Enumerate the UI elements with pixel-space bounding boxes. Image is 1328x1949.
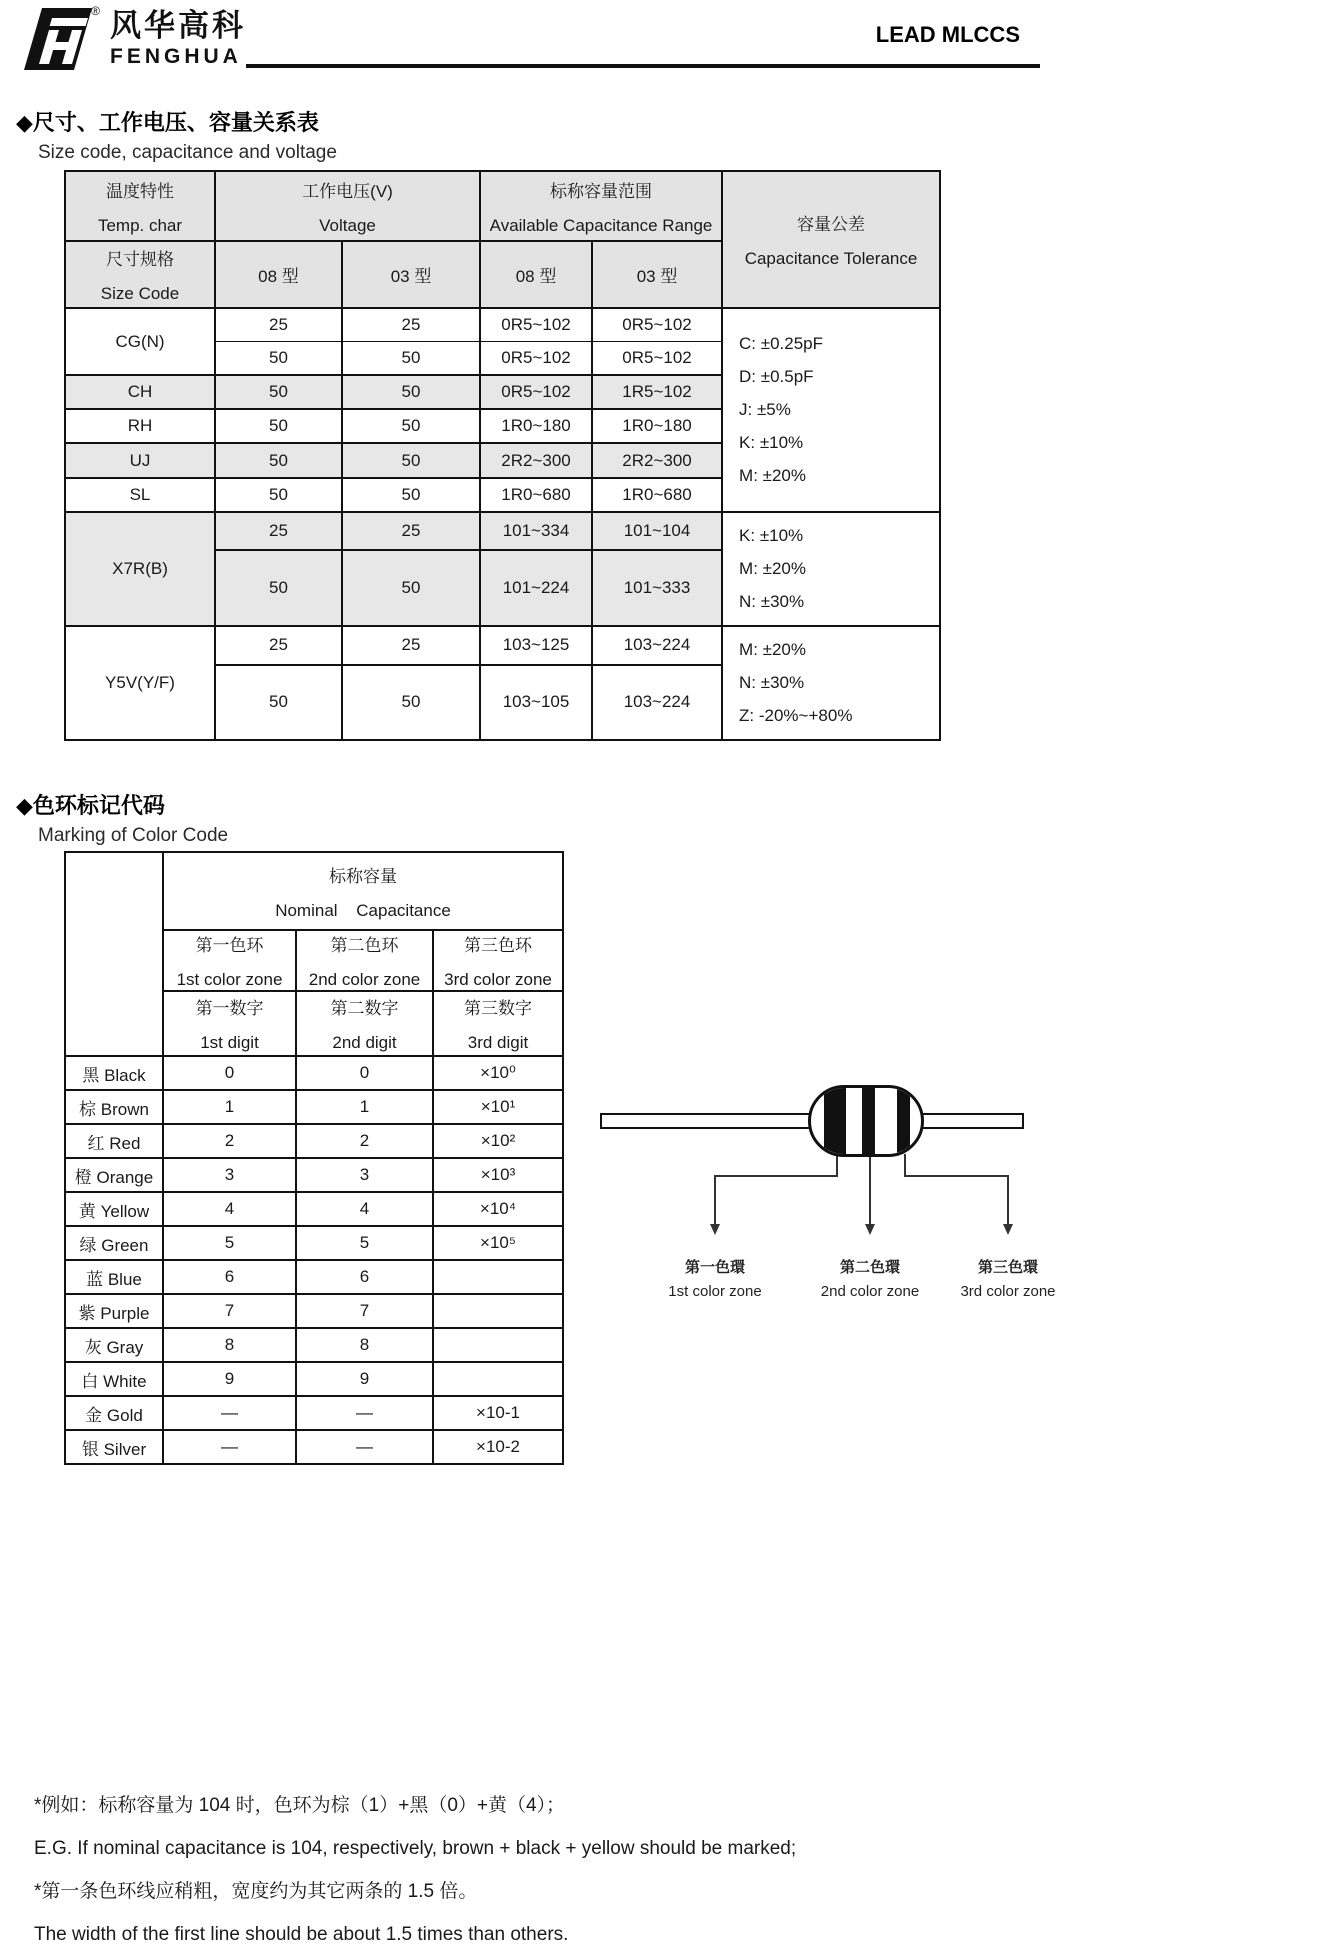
zone2-header: 第二色环 2nd color zone [296, 930, 433, 991]
digit1-cell: — [163, 1430, 296, 1464]
voltage-cell: 50 [215, 443, 342, 478]
fenghua-logo [16, 6, 246, 72]
voltage-cell: 50 [215, 375, 342, 409]
zone2-diagram-label: 第二色環 2nd color zone [820, 1259, 920, 1300]
cap-range-cell: 2R2~300 [480, 443, 592, 478]
temp-char-cell: CG(N) [65, 308, 215, 375]
footnote-width-cn: *第一条色环线应稍粗，宽度约为其它两条的 1.5 倍。 [34, 1881, 478, 1902]
color-zone-diagram [575, 1062, 1115, 1322]
voltage-cell: 25 [215, 626, 342, 665]
zone1-diagram-label: 第一色環 1st color zone [668, 1259, 762, 1300]
footnote-example-cn: *例如：标称容量为 104 时，色环为棕（1）+黑（0）+黄（4）； [34, 1795, 566, 1816]
section1-title-en: Size code, capacitance and voltage [38, 142, 337, 163]
zone1-header: 第一色环 1st color zone [163, 930, 296, 991]
multiplier-cell: ×10-1 [433, 1396, 563, 1430]
voltage-cell: 50 [215, 341, 342, 375]
digit1-cell: 5 [163, 1226, 296, 1260]
digit1-header: 第一数字 1st digit [163, 991, 296, 1056]
footnote-example-en: E.G. If nominal capacitance is 104, respectively, brown + black + yellow should be marked; [34, 1838, 797, 1859]
size-code-header: 尺寸规格 Size Code [65, 241, 215, 308]
digit1-cell: 0 [163, 1056, 296, 1090]
digit2-cell: 5 [296, 1226, 433, 1260]
cap-08-header: 08 型 [480, 241, 592, 308]
voltage-cell: 25 [342, 512, 480, 550]
color-name-cell: 黄 Yellow [65, 1192, 163, 1226]
digit2-cell: 7 [296, 1294, 433, 1328]
tolerance-header: 容量公差 Capacitance Tolerance [722, 171, 940, 308]
section2-title-cn: ◆色环标记代码 [16, 793, 165, 818]
temp-char-cell: CH [65, 375, 215, 409]
multiplier-cell [433, 1328, 563, 1362]
multiplier-cell: ×10-2 [433, 1430, 563, 1464]
first-color-band [824, 1086, 846, 1156]
brand-name-english: FENGHUA [110, 45, 242, 68]
cap-range-cell: 0R5~102 [592, 308, 722, 341]
digit1-cell: 7 [163, 1294, 296, 1328]
arrow-down-icon [1003, 1224, 1013, 1235]
digit2-cell: 2 [296, 1124, 433, 1158]
voltage-cell: 50 [342, 409, 480, 443]
voltage-header: 工作电压(V) Voltage [215, 171, 480, 241]
brand-names [110, 6, 246, 70]
cap-range-cell: 1R0~680 [592, 478, 722, 512]
multiplier-cell [433, 1362, 563, 1396]
color-name-cell: 蓝 Blue [65, 1260, 163, 1294]
corner-cell [65, 852, 163, 1056]
voltage-cell: 25 [342, 626, 480, 665]
capacitance-range-header: 标称容量范围 Available Capacitance Range [480, 171, 722, 241]
digit1-cell: 1 [163, 1090, 296, 1124]
temp-char-cell: X7R(B) [65, 512, 215, 626]
multiplier-cell: ×10³ [433, 1158, 563, 1192]
zone3-diagram-label: 第三色環 3rd color zone [960, 1259, 1056, 1300]
multiplier-cell [433, 1294, 563, 1328]
pointer-line [714, 1175, 838, 1177]
cap-range-cell: 1R0~180 [480, 409, 592, 443]
multiplier-cell: ×10² [433, 1124, 563, 1158]
voltage-cell: 50 [215, 409, 342, 443]
voltage-cell: 50 [342, 550, 480, 626]
temp-char-cell: RH [65, 409, 215, 443]
cap-range-cell: 1R0~680 [480, 478, 592, 512]
brand-name-chinese: 风华高科 [110, 8, 246, 43]
temp-char-cell: Y5V(Y/F) [65, 626, 215, 740]
zone3-header: 第三色环 3rd color zone [433, 930, 563, 991]
color-name-cell: 橙 Orange [65, 1158, 163, 1192]
pointer-line [714, 1175, 716, 1225]
voltage-08-header: 08 型 [215, 241, 342, 308]
pointer-line [904, 1175, 1009, 1177]
capacitor-body [808, 1085, 924, 1157]
arrow-down-icon [865, 1224, 875, 1235]
fenghua-logo-icon [16, 4, 100, 72]
cap-range-cell: 103~224 [592, 665, 722, 740]
section1-title-cn: ◆尺寸、工作电压、容量关系表 [16, 110, 319, 135]
digit2-cell: 0 [296, 1056, 433, 1090]
digit2-cell: 6 [296, 1260, 433, 1294]
color-name-cell: 红 Red [65, 1124, 163, 1158]
tolerance-group-cell: M: ±20% N: ±30% Z: -20%~+80% [722, 626, 940, 740]
digit1-cell: 9 [163, 1362, 296, 1396]
color-code-table [64, 851, 564, 1465]
document-title: LEAD MLCCS [875, 22, 1020, 47]
multiplier-cell: ×10⁴ [433, 1192, 563, 1226]
voltage-cell: 50 [342, 665, 480, 740]
cap-03-header: 03 型 [592, 241, 722, 308]
digit2-cell: — [296, 1430, 433, 1464]
registered-trademark-icon: ® [91, 4, 100, 18]
voltage-03-header: 03 型 [342, 241, 480, 308]
fenghua-mark-icon [16, 6, 96, 72]
color-name-cell: 银 Silver [65, 1430, 163, 1464]
pointer-line [869, 1154, 871, 1225]
temp-char-cell: UJ [65, 443, 215, 478]
digit2-cell: 8 [296, 1328, 433, 1362]
cap-range-cell: 103~224 [592, 626, 722, 665]
cap-range-cell: 0R5~102 [480, 341, 592, 375]
cap-range-cell: 1R0~180 [592, 409, 722, 443]
tolerance-group-cell: K: ±10% M: ±20% N: ±30% [722, 512, 940, 626]
tolerance-group-cell: C: ±0.25pF D: ±0.5pF J: ±5% K: ±10% M: ±20% [722, 308, 940, 512]
color-name-cell: 棕 Brown [65, 1090, 163, 1124]
digit1-cell: 4 [163, 1192, 296, 1226]
cap-range-cell: 101~224 [480, 550, 592, 626]
header-divider [246, 64, 1040, 68]
cap-range-cell: 101~334 [480, 512, 592, 550]
voltage-cell: 25 [215, 512, 342, 550]
cap-range-cell: 0R5~102 [592, 341, 722, 375]
multiplier-cell [433, 1260, 563, 1294]
size-voltage-capacitance-table [64, 170, 941, 741]
voltage-cell: 25 [342, 308, 480, 341]
multiplier-cell: ×10⁰ [433, 1056, 563, 1090]
voltage-cell: 50 [215, 665, 342, 740]
digit1-cell: 6 [163, 1260, 296, 1294]
pointer-line [904, 1154, 906, 1177]
footnotes [34, 1792, 1134, 1949]
cap-range-cell: 103~105 [480, 665, 592, 740]
cap-range-cell: 103~125 [480, 626, 592, 665]
voltage-cell: 25 [215, 308, 342, 341]
pointer-line [1007, 1175, 1009, 1225]
second-color-band [862, 1086, 875, 1156]
voltage-cell: 50 [215, 478, 342, 512]
digit2-header: 第二数字 2nd digit [296, 991, 433, 1056]
digit2-cell: 9 [296, 1362, 433, 1396]
cap-range-cell: 0R5~102 [480, 308, 592, 341]
color-name-cell: 绿 Green [65, 1226, 163, 1260]
color-name-cell: 灰 Gray [65, 1328, 163, 1362]
multiplier-cell: ×10¹ [433, 1090, 563, 1124]
temp-char-header: 温度特性 Temp. char [65, 171, 215, 241]
digit2-cell: — [296, 1396, 433, 1430]
page-header [0, 0, 1328, 92]
voltage-cell: 50 [342, 375, 480, 409]
cap-range-cell: 0R5~102 [480, 375, 592, 409]
voltage-cell: 50 [215, 550, 342, 626]
arrow-down-icon [710, 1224, 720, 1235]
color-name-cell: 紫 Purple [65, 1294, 163, 1328]
nominal-capacitance-header: 标称容量 Nominal Capacitance [163, 852, 563, 930]
cap-range-cell: 101~333 [592, 550, 722, 626]
multiplier-cell: ×10⁵ [433, 1226, 563, 1260]
footnote-width-en: The width of the first line should be about 1.5 times than others. [34, 1924, 569, 1945]
digit2-cell: 1 [296, 1090, 433, 1124]
cap-range-cell: 1R5~102 [592, 375, 722, 409]
voltage-cell: 50 [342, 478, 480, 512]
digit1-cell: 8 [163, 1328, 296, 1362]
voltage-cell: 50 [342, 443, 480, 478]
color-name-cell: 白 White [65, 1362, 163, 1396]
digit2-cell: 3 [296, 1158, 433, 1192]
pointer-line [836, 1154, 838, 1177]
digit1-cell: — [163, 1396, 296, 1430]
third-color-band [897, 1086, 910, 1156]
color-name-cell: 金 Gold [65, 1396, 163, 1430]
cap-range-cell: 101~104 [592, 512, 722, 550]
digit1-cell: 3 [163, 1158, 296, 1192]
digit2-cell: 4 [296, 1192, 433, 1226]
cap-range-cell: 2R2~300 [592, 443, 722, 478]
digit1-cell: 2 [163, 1124, 296, 1158]
temp-char-cell: SL [65, 478, 215, 512]
section2-title-en: Marking of Color Code [38, 825, 229, 846]
digit3-header: 第三数字 3rd digit [433, 991, 563, 1056]
voltage-cell: 50 [342, 341, 480, 375]
color-name-cell: 黑 Black [65, 1056, 163, 1090]
